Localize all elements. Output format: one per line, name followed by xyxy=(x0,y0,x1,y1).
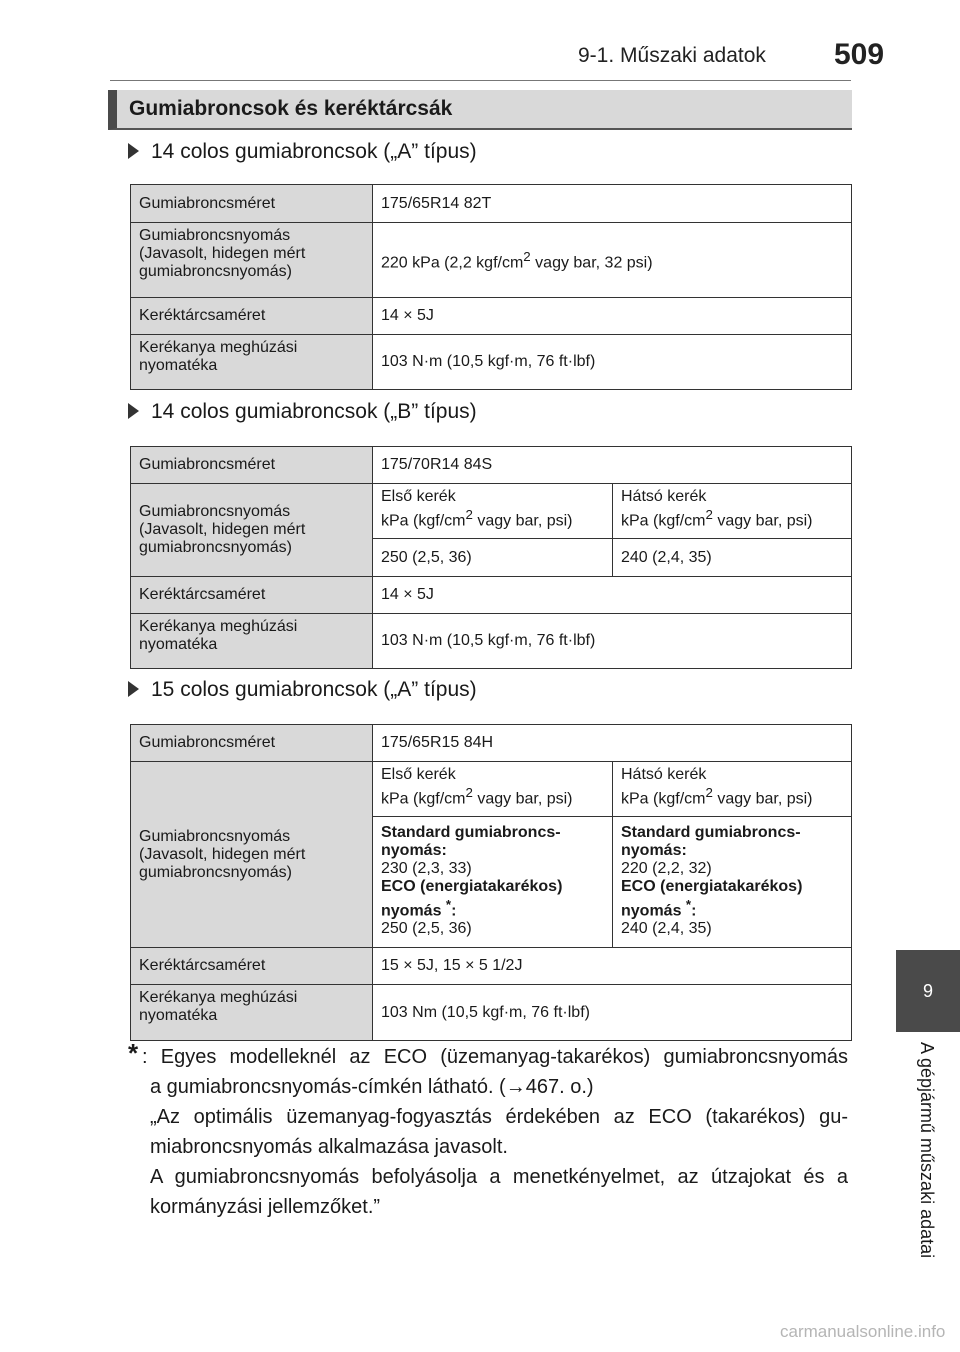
footnote-line: a gumiabroncsnyomás-címkén látható. (→467. o.) xyxy=(150,1076,594,1098)
triangle-bullet-icon xyxy=(128,143,139,159)
section-title: Gumiabroncsok és keréktárcsák xyxy=(129,97,453,120)
subheading-14a: 14 colos gumiabroncsok („A” típus) xyxy=(128,140,477,164)
label-cell: Keréktárcsaméret xyxy=(131,298,373,335)
section-heading xyxy=(108,90,852,130)
footnote-line: A gumiabroncsnyomás befolyásolja a menetkényelmet, az útzajokat és a xyxy=(150,1166,848,1188)
value-cell: 175/65R14 82T xyxy=(373,185,852,223)
value-cell: 220 kPa (2,2 kgf/$cm^2$ vagy bar, 32 psi) xyxy=(373,223,852,298)
rear-header-cell: Hátsó kerék kPa ($kgf/cm^2$ vagy bar, psi) xyxy=(613,484,852,539)
footnote-line: miabroncsnyomás alkalmazása javasolt. xyxy=(150,1136,508,1158)
spec-table-14a xyxy=(130,184,852,390)
value-cell: 103 Nm (10,5 kgf·m, 76 ft·lbf) xyxy=(373,985,852,1041)
value-cell: 14 × 5J xyxy=(373,577,852,614)
value-cell: 103 N·m (10,5 kgf·m, 76 ft·lbf) xyxy=(373,614,852,669)
page-number: 509 xyxy=(834,38,885,71)
label-cell: Gumiabroncsméret xyxy=(131,185,373,223)
value-cell: 14 × 5J xyxy=(373,298,852,335)
spec-table-14b xyxy=(130,446,852,669)
label-cell: Gumiabroncsnyomás (Javasolt, hidegen mért gumiabroncsnyomás) xyxy=(131,484,373,577)
header-rule xyxy=(110,80,851,81)
footnote-line: „Az optimális üzemanyag-fogyasztás érdekében az ECO (takarékos) gu- xyxy=(150,1106,848,1128)
value-cell: 103 N·m (10,5 kgf·m, 76 ft·lbf) xyxy=(373,335,852,390)
footnote-line: : Egyes modelleknél az ECO (üzemanyag-takarékos) gumiabroncsnyomás xyxy=(142,1046,848,1068)
label-cell: Gumiabroncsméret xyxy=(131,447,373,484)
front-header-cell: Első kerék kPa ($kgf/cm^2$ vagy bar, psi) xyxy=(373,484,613,539)
chapter-tab[interactable]: 9 xyxy=(896,950,960,1032)
triangle-bullet-icon xyxy=(128,681,139,697)
front-header-cell: Első kerék kPa ($kgf/cm^2$ vagy bar, psi) xyxy=(373,762,613,817)
label-cell: Gumiabroncsnyomás (Javasolt, hidegen mért gumiabroncsnyomás) xyxy=(131,223,373,298)
value-cell: 175/65R15 84H xyxy=(373,725,852,762)
rear-pressure-cell: Standard gumiabroncs- nyomás: 220 (2,2, 32) ECO (energiatakarékos) nyomás *: 240 (2,4, 35) xyxy=(613,817,852,948)
spec-table-15a xyxy=(130,724,852,1041)
value-cell: 175/70R14 84S xyxy=(373,447,852,484)
subheading-15a: 15 colos gumiabroncsok („A” típus) xyxy=(128,678,477,702)
subheading-14b: 14 colos gumiabroncsok („B” típus) xyxy=(128,400,477,424)
value-cell: 15 × 5J, 15 × 5 1/2J xyxy=(373,948,852,985)
triangle-bullet-icon xyxy=(128,403,139,419)
chapter-side-label xyxy=(896,1036,960,1332)
footnote xyxy=(128,1038,848,1222)
watermark: carmanualsonline.info xyxy=(780,1322,946,1341)
chapter-title: 9-1. Műszaki adatok xyxy=(578,44,766,67)
label-cell: Kerékanya meghúzási nyomatéka xyxy=(131,614,373,669)
label-cell: Gumiabroncsnyomás (Javasolt, hidegen mért gumiabroncsnyomás) xyxy=(131,762,373,948)
rear-value-cell: 240 (2,4, 35) xyxy=(613,539,852,577)
label-cell: Keréktárcsaméret xyxy=(131,948,373,985)
label-cell: Kerékanya meghúzási nyomatéka xyxy=(131,335,373,390)
front-value-cell: 250 (2,5, 36) xyxy=(373,539,613,577)
front-pressure-cell: Standard gumiabroncs- nyomás: 230 (2,3, 33) ECO (energiatakarékos) nyomás *: 250 (2,5, 36) xyxy=(373,817,613,948)
rear-header-cell: Hátsó kerék kPa ($kgf/cm^2$ vagy bar, psi) xyxy=(613,762,852,817)
footnote-line: kormányzási jellemzőket.” xyxy=(150,1196,381,1218)
label-cell: Kerékanya meghúzási nyomatéka xyxy=(131,985,373,1041)
label-cell: Keréktárcsaméret xyxy=(131,577,373,614)
chapter-label-text: A gépjármű műszaki adatai xyxy=(917,1042,937,1259)
footnote-star: * xyxy=(128,1038,139,1068)
label-cell: Gumiabroncsméret xyxy=(131,725,373,762)
